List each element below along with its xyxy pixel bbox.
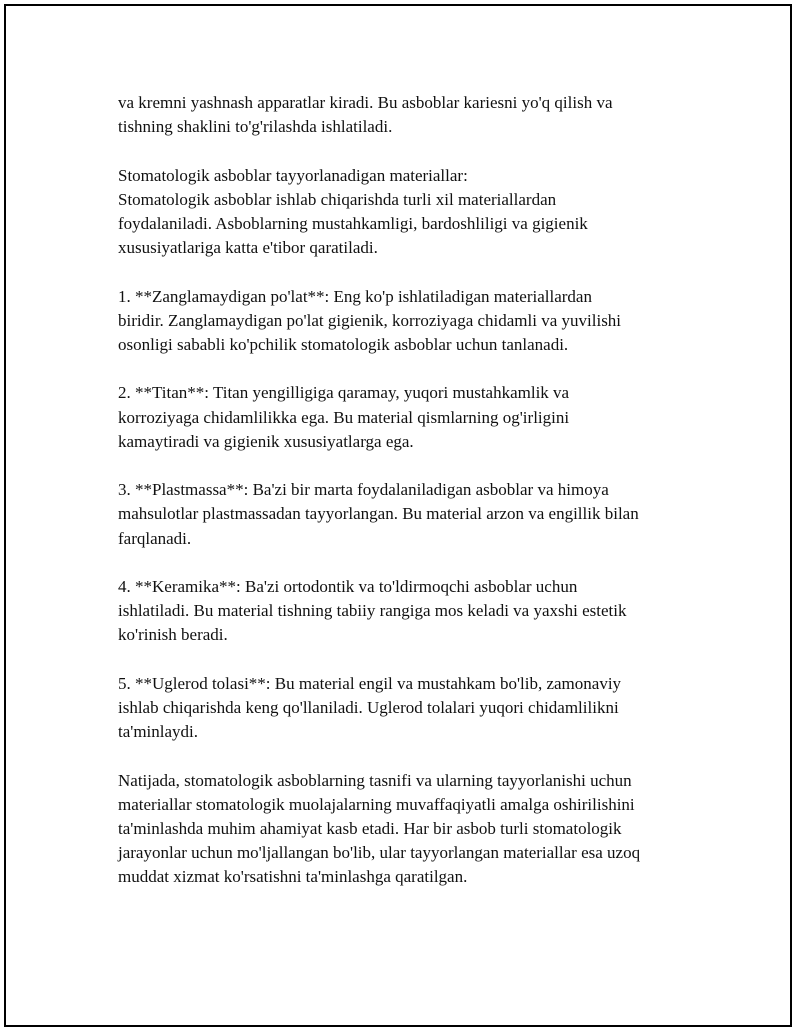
text-line: materiallar stomatologik muolajalarning muvaffaqiyatli amalga oshirilishini — [118, 794, 635, 814]
text-line: mahsulotlar plastmassadan tayyorlangan. Bu material arzon va engillik bilan — [118, 504, 639, 524]
text-line: farqlanadi. — [118, 528, 192, 548]
text-line: Natijada, stomatologik asboblarning tasnifi va ularning tayyorlanishi uchun — [118, 770, 632, 790]
text-line: ishlatiladi. Bu material tishning tabiiy rangiga mos keladi va yaxshi estetik — [118, 601, 627, 621]
text-line: Stomatologik asboblar ishlab chiqarishda turli xil materiallardan — [118, 189, 557, 209]
text-line: 3. **Plastmassa**: Ba'zi bir marta foydalaniladigan asboblar va himoya — [118, 480, 609, 500]
text-line: korroziyaga chidamlilikka ega. Bu material qismlarning og'irligini — [118, 407, 570, 427]
text-line: biridir. Zanglamaydigan po'lat gigienik, korroziyaga chidamli va yuvilishi — [118, 310, 622, 330]
text-line: ta'minlaydi. — [118, 722, 199, 742]
list-item-ceramic — [118, 575, 718, 648]
text-line: va kremni yashnash apparatlar kiradi. Bu asboblar kariesni yo'q qilish va — [118, 93, 613, 112]
list-item-titanium — [118, 381, 718, 454]
document-body — [118, 91, 718, 914]
list-item-steel — [118, 285, 718, 358]
text-line: 1. **Zanglamaydigan po'lat**: Eng ko'p ishlatiladigan materiallardan — [118, 286, 592, 306]
text-line: 5. **Uglerod tolasi**: Bu material engil va mustahkam bo'lib, zamonaviy — [118, 673, 622, 693]
text-line: ta'minlashda muhim ahamiyat kasb etadi. Har bir asbob turli stomatologik — [118, 818, 622, 838]
text-line: kamaytiradi va gigienik xususiyatlarga ega. — [118, 431, 414, 451]
text-line: foydalaniladi. Asboblarning mustahkamligi, bardoshliligi va gigienik — [118, 214, 588, 233]
section-heading: Stomatologik asboblar tayyorlanadigan materiallar: — [118, 165, 468, 185]
paragraph-conclusion — [118, 769, 718, 890]
text-line: xususiyatlariga katta e'tibor qaratiladi. — [118, 238, 378, 258]
paragraph-intro-continuation — [118, 91, 718, 139]
text-line: 2. **Titan**: Titan yengilligiga qaramay, yuqori mustahkamlik va — [118, 383, 570, 403]
text-line: 4. **Keramika**: Ba'zi ortodontik va to'ldirmoqchi asboblar uchun — [118, 576, 578, 596]
text-line: muddat xizmat ko'rsatishni ta'minlashga qaratilgan. — [118, 867, 468, 887]
text-line: osonligi sababli ko'pchilik stomatologik asboblar uchun tanlanadi. — [118, 335, 569, 354]
text-line: ko'rinish beradi. — [118, 625, 228, 645]
text-line: ishlab chiqarishda keng qo'llaniladi. Uglerod tolalari yuqori chidamlilikni — [118, 697, 619, 717]
text-line: jarayonlar uchun mo'ljallangan bo'lib, ular tayyorlangan materiallar esa uzoq — [118, 843, 641, 863]
list-item-carbon-fiber — [118, 672, 718, 745]
paragraph-materials-heading — [118, 164, 718, 261]
list-item-plastic — [118, 478, 718, 551]
text-line: tishning shaklini to'g'rilashda ishlatiladi. — [118, 117, 393, 137]
